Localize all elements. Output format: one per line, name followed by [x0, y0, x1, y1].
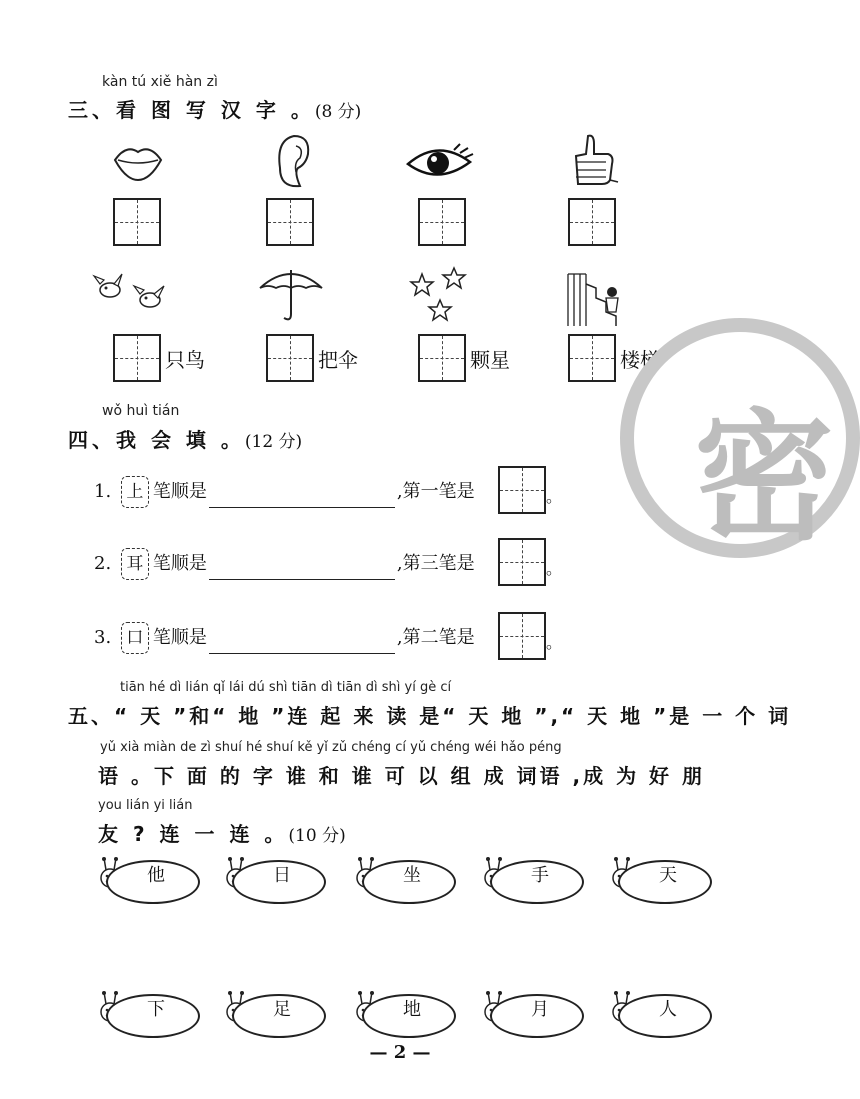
q1-end: 。	[546, 487, 563, 506]
section5-line-3-text: 友 ? 连 一 连 。	[98, 822, 289, 846]
question-1	[94, 476, 475, 508]
snail-top-1[interactable]	[92, 856, 202, 902]
q1-number: 1.	[94, 481, 112, 502]
writing-box-3[interactable]	[418, 198, 466, 246]
suffix-stairs: 楼梯	[620, 348, 660, 372]
question-2	[94, 548, 475, 580]
stamp-char: 密	[694, 397, 835, 560]
section5-line-2: 语 。下 面 的 字 谁 和 谁 可 以 组 成 词语 ,成 为 好 朋	[98, 764, 706, 788]
secret-stamp	[620, 318, 860, 558]
q3-number: 3.	[94, 627, 112, 648]
section4-heading-text: 四、我 会 填 。	[68, 428, 245, 452]
snail-top-5[interactable]	[604, 856, 714, 902]
section4-heading	[68, 424, 302, 453]
writing-box-7[interactable]	[418, 334, 466, 382]
snail-char: 人	[659, 999, 677, 1020]
snail-top-4[interactable]	[476, 856, 586, 902]
q2-number: 2.	[94, 553, 112, 574]
q2-label: 笔顺是	[152, 553, 207, 574]
section5-pinyin-1: tiān hé dì lián qǐ lái dú shì tiān dì tiān dì shì yí gè cí	[120, 680, 452, 695]
writing-box-2[interactable]	[266, 198, 314, 246]
q1-stroke-order-blank[interactable]	[209, 489, 395, 508]
umbrella-icon	[258, 266, 324, 324]
section5-line-3	[98, 818, 346, 847]
q1-char: 上	[121, 476, 149, 508]
section5-points: (10 分)	[288, 826, 346, 846]
q2-end: 。	[546, 559, 563, 578]
section5-line-1: 五、“ 天 ”和“ 地 ”连 起 来 读 是“ 天 地 ”,“ 天 地 ”是 一 个 词	[68, 704, 792, 728]
writing-box-5[interactable]	[113, 334, 161, 382]
question-3	[94, 622, 475, 654]
snail-char: 他	[147, 865, 165, 886]
snail-bottom-1[interactable]	[92, 990, 202, 1036]
q2-tail: ,第三笔是	[396, 553, 475, 574]
snail-bottom-5[interactable]	[604, 990, 714, 1036]
snail-bottom-2[interactable]	[218, 990, 328, 1036]
snail-bottom-4[interactable]	[476, 990, 586, 1036]
q3-char: 口	[121, 622, 149, 654]
q3-answer-box[interactable]	[498, 612, 546, 660]
snail-char: 月	[531, 999, 549, 1020]
snail-top-3[interactable]	[348, 856, 458, 902]
page-number: — 2 —	[369, 1042, 431, 1063]
snail-bottom-3[interactable]	[348, 990, 458, 1036]
q1-tail: ,第一笔是	[396, 481, 475, 502]
section3-heading	[68, 94, 361, 123]
stairs-girl-icon	[566, 268, 626, 328]
section3-pinyin: kàn tú xiě hàn zì	[102, 74, 218, 90]
q1-label: 笔顺是	[152, 481, 207, 502]
writing-box-8[interactable]	[568, 334, 616, 382]
section5-pinyin-3: you lián yi lián	[98, 798, 193, 813]
q2-stroke-order-blank[interactable]	[209, 561, 395, 580]
q3-tail: ,第二笔是	[396, 627, 475, 648]
birds-icon	[92, 270, 172, 316]
section4-pinyin: wǒ huì tián	[102, 403, 180, 419]
snail-char: 坐	[403, 865, 421, 886]
snail-char: 手	[531, 865, 549, 886]
snail-char: 足	[273, 999, 291, 1020]
stars-icon	[408, 264, 472, 326]
q3-stroke-order-blank[interactable]	[209, 635, 395, 654]
section5-pinyin-2: yǔ xià miàn de zì shuí hé shuí kě yǐ zǔ chéng cí yǔ chéng wéi hǎo péng	[100, 740, 562, 755]
snail-char: 天	[659, 865, 677, 886]
snail-char: 日	[273, 865, 291, 886]
q1-answer-box[interactable]	[498, 466, 546, 514]
q2-answer-box[interactable]	[498, 538, 546, 586]
section3-points: (8 分)	[314, 102, 362, 122]
snail-char: 下	[147, 999, 165, 1020]
eye-icon	[404, 140, 476, 184]
ear-icon	[272, 132, 312, 190]
suffix-umbrella: 把伞	[318, 348, 358, 372]
suffix-birds: 只鸟	[165, 348, 205, 372]
q3-end: 。	[546, 633, 563, 652]
lips-icon	[112, 140, 164, 184]
section3-heading-text: 三、看 图 写 汉 字 。	[68, 98, 315, 122]
writing-box-6[interactable]	[266, 334, 314, 382]
snail-top-2[interactable]	[218, 856, 328, 902]
suffix-stars: 颗星	[470, 348, 510, 372]
writing-box-4[interactable]	[568, 198, 616, 246]
q3-label: 笔顺是	[152, 627, 207, 648]
q2-char: 耳	[121, 548, 149, 580]
snail-char: 地	[403, 999, 421, 1020]
section4-points: (12 分)	[244, 432, 303, 452]
writing-box-1[interactable]	[113, 198, 161, 246]
thumb-up-icon	[566, 132, 618, 188]
